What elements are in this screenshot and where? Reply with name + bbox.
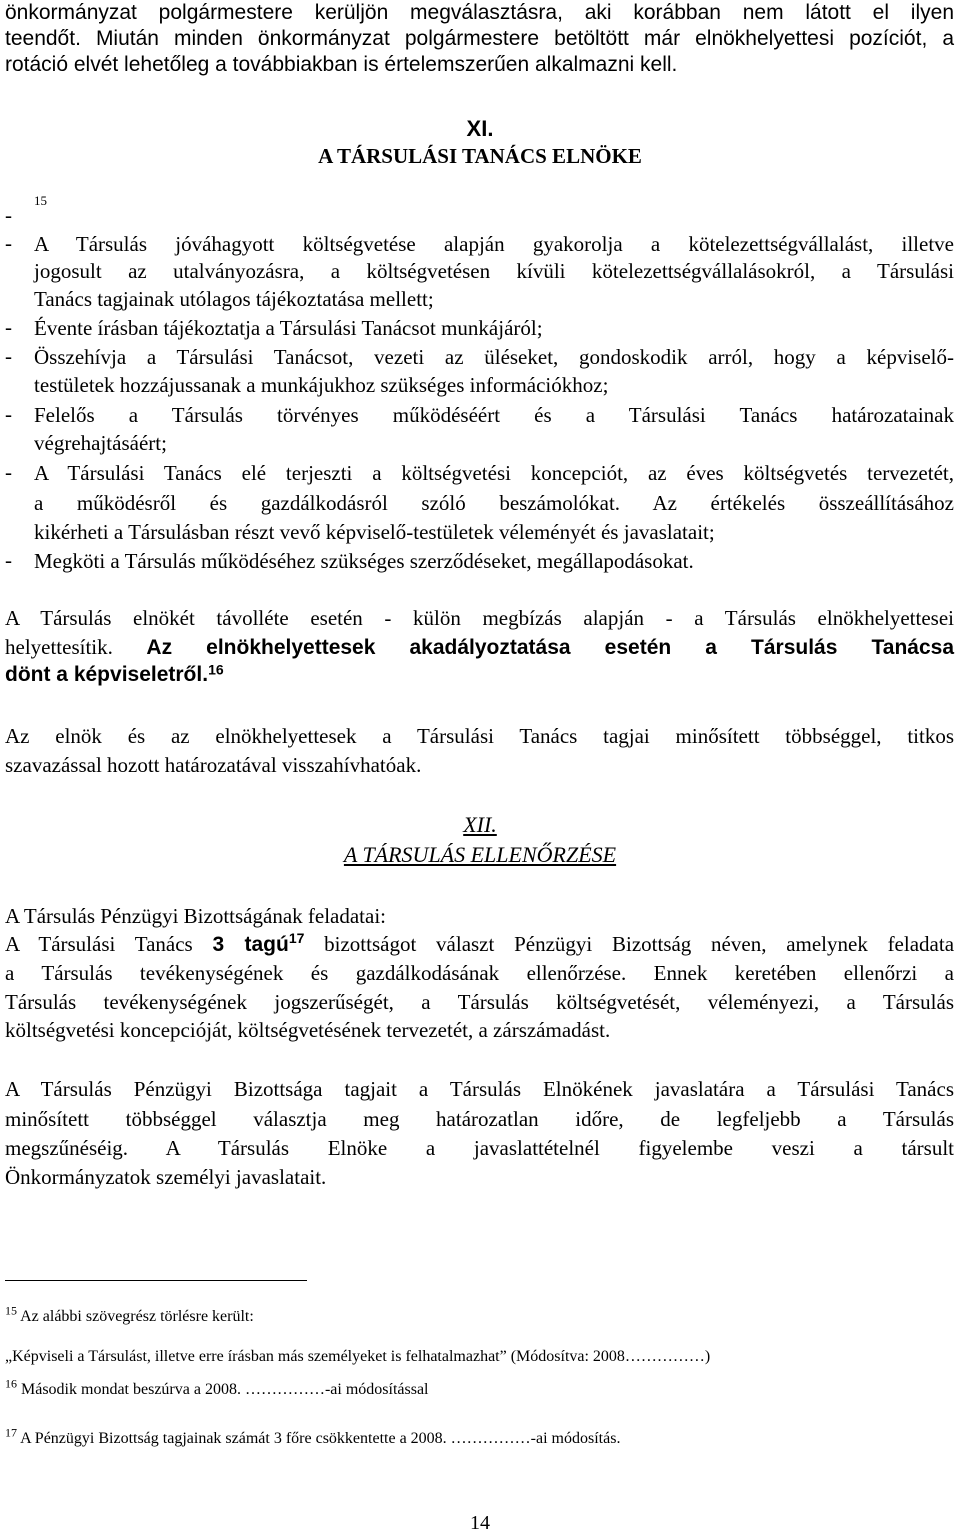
election-line-4: Önkormányzatok személyi javaslatait. bbox=[5, 1165, 327, 1189]
section-xi-title: A TÁRSULÁSI TANÁCS ELNÖKE bbox=[318, 144, 642, 168]
deleted-bullet bbox=[5, 203, 12, 228]
committee-before: A Társulási Tanács bbox=[5, 932, 193, 956]
section-xi-number: XI. bbox=[466, 116, 494, 141]
footnote-number: 15 bbox=[5, 1303, 17, 1318]
election-line-3: megszűnéséig. A Társulás Elnöke a javaslattételnél figyelembe veszi a társult bbox=[5, 1136, 954, 1160]
committee-line-1 bbox=[5, 931, 954, 958]
substitute-bold-2: dönt a képviseletről. bbox=[5, 663, 209, 686]
bullet-dash: - bbox=[5, 548, 12, 572]
bullet-dash: - bbox=[5, 460, 12, 484]
footnote-text: Az alábbi szövegrész törlésre került: bbox=[20, 1308, 254, 1325]
bullet-3-line-1: Összehívja a Társulási Tanácsot, vezeti az üléseket, gondoskodik arról, hogy a képviselő- bbox=[34, 345, 954, 369]
bullet-1-line-3: Tanács tagjainak utólagos tájékoztatása mellett; bbox=[34, 287, 434, 311]
footnote-ref-15: 15 bbox=[34, 193, 47, 208]
bullet-dash: - bbox=[5, 344, 12, 368]
footnote-15-quote bbox=[5, 1348, 710, 1366]
section-xii-title bbox=[0, 842, 960, 868]
substitute-line-2 bbox=[5, 634, 954, 661]
footnote-text: Második mondat beszúrva a 2008. ……………-ai módosítással bbox=[21, 1381, 429, 1398]
bullet-5-line-1: A Társulási Tanács elé terjeszti a költségvetési koncepciót, az éves költségvetés tervezetét, bbox=[34, 461, 954, 485]
footnote-text: „Képviseli a Társulást, illetve erre írásban más személyeket is felhatalmazhat” (Módosítva: 2008……………) bbox=[5, 1348, 711, 1365]
bullet-1-line-1: A Társulás jóváhagyott költségvetése alapján gyakorolja a kötelezettségvállalást, illetve bbox=[34, 232, 954, 256]
page-number: 14 bbox=[470, 1512, 490, 1534]
intro-line-3: rotáció elvét lehetőleg a továbbiakban is értelemszerűen alkalmazni kell. bbox=[5, 53, 678, 76]
recall-line-1: Az elnök és az elnökhelyettesek a Társulási Tanács tagjai minősített többséggel, titkos bbox=[5, 724, 954, 748]
bullet-5-line-3: kikérheti a Társulásban részt vevő képviselő-testületek véleményét és javaslatait; bbox=[34, 520, 715, 544]
committee-after: bizottságot választ Pénzügyi Bizottság néven, amelynek feladata bbox=[324, 932, 955, 956]
bullet-1-line-2: jogosult az utalványozásra, a költségvetésen kívüli kötelezettségvállalásokról, a Társulási bbox=[34, 259, 954, 283]
bullet-5-line-2: a működésről és gazdálkodásról szóló beszámolókat. Az értékelés összeállításához bbox=[34, 491, 954, 515]
footnote-17 bbox=[5, 1425, 621, 1448]
footnote-16 bbox=[5, 1376, 429, 1399]
section-xii-number-text: XII. bbox=[463, 812, 497, 837]
substitute-line-3 bbox=[5, 663, 224, 687]
substitute-bold-1: Az elnökhelyettesek akadályoztatása esetén a Társulás Tanácsa bbox=[146, 636, 954, 659]
bullet-2-line-1: Évente írásban tájékoztatja a Társulási Tanácsot munkájáról; bbox=[34, 316, 543, 340]
election-line-1: A Társulás Pénzügyi Bizottsága tagjait a Társulás Elnökének javaslatára a Társulási Tanács bbox=[5, 1077, 954, 1101]
footnote-ref-16: 16 bbox=[208, 661, 224, 678]
footnote-number: 17 bbox=[5, 1425, 17, 1440]
bullet-6-line-1: Megköti a Társulás működéséhez szükséges szerződéseket, megállapodásokat. bbox=[34, 549, 694, 573]
footnote-number: 16 bbox=[5, 1376, 17, 1391]
committee-size: 3 tagú bbox=[212, 933, 289, 956]
bullet-dash: - bbox=[5, 231, 12, 255]
intro-line-1: önkormányzat polgármestere kerüljön megválasztásra, aki korábban nem látott el ilyen bbox=[5, 1, 954, 24]
intro-line-2: teendőt. Miután minden önkormányzat polgármestere betöltött már elnökhelyettesi pozíciót, a bbox=[5, 27, 954, 50]
substitute-plain: helyettesítik. bbox=[5, 635, 113, 659]
bullet-4-line-2: végrehajtásáért; bbox=[34, 431, 167, 455]
footnote-ref-17: 17 bbox=[288, 930, 305, 946]
substitute-line-1: A Társulás elnökét távolléte esetén - külön megbízás alapján - a Társulás elnökhelyettesei bbox=[5, 606, 954, 630]
committee-line-3: Társulás tevékenységének jogszerűségét, a Társulás költségvetését, véleményezi, a Társulás bbox=[5, 990, 954, 1014]
recall-line-2: szavazással hozott határozatával visszahívhatóak. bbox=[5, 753, 422, 777]
bullet-4-line-1: Felelős a Társulás törvényes működéséért és a Társulási Tanács határozatainak bbox=[34, 403, 954, 427]
committee-line-4: költségvetési koncepcióját, költségvetésének tervezetét, a zárszámadást. bbox=[5, 1018, 611, 1042]
committee-line-2: a Társulás tevékenységének és gazdálkodásának ellenőrzése. Ennek keretében ellenőrzi a bbox=[5, 961, 954, 985]
footnote-separator bbox=[5, 1280, 307, 1281]
bullet-dash: - bbox=[5, 315, 12, 339]
footnote-text: A Pénzügyi Bizottság tagjainak számát 3 főre csökkentette a 2008. ……………-ai módosítás. bbox=[20, 1430, 621, 1447]
footnote-15 bbox=[5, 1303, 254, 1326]
tasks-heading: A Társulás Pénzügyi Bizottságának feladatai: bbox=[5, 904, 387, 928]
bullet-3-line-2: testületek hozzájussanak a munkájukhoz szükséges információkhoz; bbox=[34, 373, 609, 397]
deleted-bullet-dash: - bbox=[5, 203, 12, 227]
election-line-2: minősített többséggel választja meg határozatlan időre, de legfeljebb a Társulás bbox=[5, 1107, 954, 1131]
section-xii-title-text: A TÁRSULÁS ELLENŐRZÉSE bbox=[343, 842, 617, 867]
bullet-dash: - bbox=[5, 402, 12, 426]
section-xii-number bbox=[0, 812, 960, 838]
